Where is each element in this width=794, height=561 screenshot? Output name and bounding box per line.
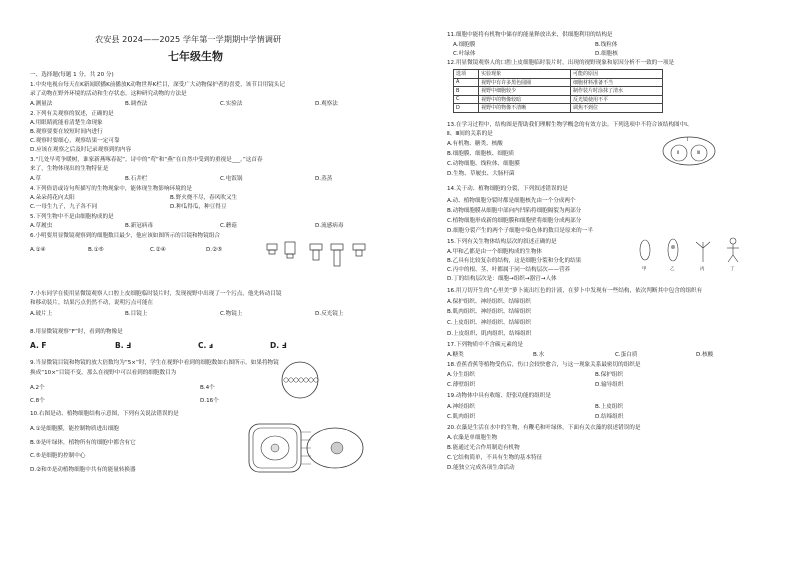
q11-text: 11.细胞中能将有机物中储存的能量释放出来，供细胞利用的结构是 <box>447 32 613 38</box>
q5-option-c: C.蘑菇 <box>220 223 237 229</box>
q14-text: 14.关于动、植物细胞的分裂，下列叙述错误的是 <box>447 186 568 192</box>
q14-option-a: A.动、植物细胞分裂时都是细胞核先由一个分成两个 <box>447 198 576 204</box>
q11-option-b: B.线粒体 <box>595 42 618 48</box>
q17-option-a: A.糖类 <box>447 352 464 358</box>
q15-text: 15.下列有关生物体结构层次的叙述正确的是 <box>447 239 557 245</box>
table-cell: 调焦不到位 <box>571 104 663 113</box>
q20-option-c: C.它结构简单，不具有生物的基本特征 <box>447 455 543 461</box>
q8-option-c: C. ⅎ <box>198 341 214 350</box>
lens-figure <box>265 240 390 275</box>
q11-option-a: A.细胞膜 <box>453 42 476 48</box>
concept-label-1: Ⅰ <box>687 138 689 143</box>
q13-option-b: B.细胞膜、细胞核、细胞质 <box>447 151 515 157</box>
q9-option-a: A.2个 <box>30 385 45 391</box>
q20-option-a: A.衣藻是单细胞生物 <box>447 435 498 441</box>
q6-option-a: A.①④ <box>30 247 46 253</box>
table-cell: 视野中的物像不清晰 <box>479 104 571 113</box>
q9-option-d: D.16个 <box>200 398 219 404</box>
q9-line2: 换成“10×”目镜不变，那么在视野中可以看到的细胞数目为 <box>30 370 177 376</box>
q11-option-c: C.叶绿体 <box>453 51 476 57</box>
table-row <box>454 78 663 87</box>
q5-text: 5.下列生物中不是由细胞构成的是 <box>30 214 114 220</box>
table-cell: 实验现象 <box>479 70 571 79</box>
q15-option-b: B.乙具有比较复杂的结构，这是细胞分裂和分化的结果 <box>447 258 582 264</box>
q16-option-a: A.保护组织、神经组织、结缔组织 <box>447 299 531 305</box>
q3-option-b: B.石井栏 <box>125 176 148 182</box>
organism-figures <box>633 234 753 272</box>
q20-option-b: B.能通过光合作用制造有机物 <box>447 445 520 451</box>
q2-text: 2.下列有关观察的叙述，正确的是 <box>30 111 114 117</box>
q7-option-c: C.物镜上 <box>220 311 243 317</box>
table-cell: 视野中的物像较暗 <box>479 95 571 104</box>
q19-option-b: B.上皮组织 <box>595 404 623 410</box>
q13-line2: Ⅱ、Ⅲ间的关系的是 <box>447 131 493 137</box>
q14-option-c: C.植物细胞形成新的细胞膜和细胞壁将细胞分成两部分 <box>447 218 582 224</box>
q1-option-c: C.实验法 <box>220 101 243 107</box>
q15-option-c: C.丙中的根、茎、叶都属于同一结构层次——营养 <box>447 267 571 273</box>
q2-option-c: C.观察时要细心，观察结果一定可靠 <box>30 138 120 144</box>
table-row <box>454 70 663 79</box>
exam-title: 农安县 2024——2025 学年第一学期期中学情调研 <box>95 34 282 44</box>
q10-option-c: C.⑤是细胞的控制中心 <box>30 453 86 459</box>
q8-text: 8.用显微镜观察“F”时，看到的物像是 <box>30 329 123 335</box>
organism-label-2: 乙 <box>670 267 675 272</box>
q1-line2: 录了动物在野外环境的活动和生存状态，这种研究动物的方法是 <box>30 91 187 97</box>
q5-option-b: B.新冠病毒 <box>125 223 153 229</box>
q9-option-b: B.4个 <box>200 385 215 391</box>
table-cell: C <box>454 95 479 104</box>
concept-label-3: Ⅲ <box>697 151 701 156</box>
q6-option-c: C.②④ <box>150 247 166 253</box>
table-cell: D <box>454 104 479 113</box>
q14-option-d: D.细胞分裂产生的两个子细胞中染色体的数目是原来的一半 <box>447 228 593 234</box>
q16-option-d: D.上皮组织、肌肉组织、结缔组织 <box>447 331 532 337</box>
q15-option-a: A.甲和乙都是由一个细胞构成的生物体 <box>447 249 543 255</box>
q3-option-c: C.电饭锅 <box>220 176 243 182</box>
q8-option-d: D. Ⅎ <box>270 341 287 350</box>
concept-diagram-figure <box>661 135 717 167</box>
organism-label-4: 丁 <box>730 267 735 272</box>
section-heading: 一、选择题(每题 1 分，共 20 分) <box>30 72 114 78</box>
q17-text: 17.下列物质中不含碳元素的是 <box>447 342 524 348</box>
q16-option-b: B.肌肉组织、神经组织、结缔组织 <box>447 309 531 315</box>
q11-option-d: D.细胞核 <box>595 51 618 57</box>
q6-text: 6.小明要用显微镜观察到的细胞数目最少，他应该如图所示的目镜和物镜组合 <box>30 233 220 239</box>
q7-option-b: B.目镜上 <box>125 311 148 317</box>
q7-line2: 和移动装片，结果污点仍然不动，说明污点可能在 <box>30 300 154 306</box>
q10-text: 10.右图是动、植物细胞结构示意图，下列有关说法错误的是 <box>30 411 179 417</box>
table-cell: 细胞材料准备不当 <box>571 78 663 87</box>
table-row <box>454 87 663 96</box>
table-row <box>454 95 663 104</box>
q12-table <box>453 69 663 113</box>
q20-text: 20.衣藻是生活在水中的生物，有鞭毛和叶绿体，下面有关衣藻的叙述错误的是 <box>447 425 641 431</box>
table-cell: 反光镜使用不平 <box>571 95 663 104</box>
q13-option-a: A.有机物、糖类、核酸 <box>447 141 503 147</box>
q3-option-a: A.草 <box>30 176 42 182</box>
q1-option-b: B.调查法 <box>125 101 148 107</box>
q6-option-b: B.①⑤ <box>88 247 104 253</box>
q13-option-d: D.生物、草履虫、大肠杆菌 <box>447 171 515 177</box>
table-row <box>454 104 663 113</box>
q17-option-c: C.蛋白质 <box>615 352 638 358</box>
q4-option-a: A.朵朵荷花向太阳 <box>30 195 75 201</box>
q9-option-c: C.8个 <box>30 398 45 404</box>
q12-text: 12.用显微镜观察人的口腔上皮细胞临时装片时，出现的视野现象和原因分析不一致的一项是 <box>447 60 675 66</box>
q5-option-a: A.草履虫 <box>30 223 53 229</box>
q18-option-c: C.薄壁组织 <box>447 382 476 388</box>
q14-option-b: B.动物细胞膜从细胞中部向内凹陷将细胞隔裂为两部分 <box>447 208 582 214</box>
q4-option-c: C.一母生九子，九子各不同 <box>30 204 98 210</box>
q7-option-a: A.玻片上 <box>30 311 53 317</box>
q17-option-b: B.水 <box>533 352 545 358</box>
q2-option-a: A.用眼睛就能看清楚生命现象 <box>30 120 103 126</box>
q13-option-c: C.动物细胞、线粒体、细胞膜 <box>447 161 520 167</box>
q10-option-d: D.②和⑦是动植物细胞中共有的能量转换器 <box>30 467 136 473</box>
q17-option-d: D.核酸 <box>696 352 714 358</box>
q7-line1: 7.小东同学在使用显微镜观察人口腔上皮细胞临时装片时，发现视野中出现了一个污点，他先转动目镜 <box>30 291 282 297</box>
exam-subtitle: 七年级生物 <box>168 50 223 63</box>
q4-option-b: B.野火烧不尽，春风吹又生 <box>170 195 238 201</box>
q7-option-d: D.反光镜上 <box>315 311 344 317</box>
q19-option-c: C.肌肉组织 <box>447 414 476 420</box>
q15-option-d: D.丁的结构层次是：细胞→组织→器官→人体 <box>447 276 557 282</box>
table-cell: 制作装片时涂抹了清水 <box>571 87 663 96</box>
cell-diagram-figure <box>245 418 380 478</box>
q5-option-d: D.流感病毒 <box>315 223 344 229</box>
q16-text: 16.用刀切开生的“心里美”萝卜流出红色的汁液，在萝卜中发现有一些结构，依次判断其中包含的组织有 <box>447 288 703 294</box>
q1-option-a: A.测量法 <box>30 101 53 107</box>
table-cell: A <box>454 78 479 87</box>
q8-option-a: A. F <box>30 341 47 350</box>
q9-line1: 9.当显微镜目镜和物镜的放大倍数均为“5×”时，学生在视野中看到的细胞数如右图所示。如果将物镜 <box>30 360 279 366</box>
q3-line2: 来了，生物体现出的生物特征是 <box>30 166 109 172</box>
q19-option-a: A.神经组织 <box>447 404 475 410</box>
q6-option-d: D.②⑤ <box>206 247 223 253</box>
q10-option-a: A.①是细胞膜，能控制物质进出细胞 <box>30 426 119 432</box>
q19-text: 19.动物体中具有收缩、舒张功能的组织是 <box>447 393 551 399</box>
organism-label-3: 丙 <box>700 267 705 272</box>
q18-option-d: D.输导组织 <box>595 382 624 388</box>
q13-line1: 13.在学习过程中，结构图是帮助我们理解生物学概念的有效方法。下列选项中不符合该结构图中Ⅰ、 <box>447 122 693 128</box>
q4-option-d: D.种瓜得瓜，种豆得豆 <box>170 204 227 210</box>
q16-option-c: C.上皮组织、神经组织、结缔组织 <box>447 320 531 326</box>
q8-option-b: B. Ⅎ <box>115 341 132 350</box>
table-cell: 选项 <box>454 70 479 79</box>
q1-line1: 1.中央电视台每天在K新闻联播K前播放K动物世界K栏目，深受广大动物保护者的喜爱，该节目用镜头记 <box>30 82 285 88</box>
table-cell: B <box>454 87 479 96</box>
q18-option-b: B.保护组织 <box>595 372 623 378</box>
q18-text: 18.香蕉香蕉等植物受伤后，伤口会较快愈合，与这一现象关系最密切的组织是 <box>447 362 641 368</box>
table-cell: 视野中有许多黑色圆圈 <box>479 78 571 87</box>
table-cell: 视野中细胞较少 <box>479 87 571 96</box>
q10-option-b: B.③是叶绿体，植物所有的细胞中都含有它 <box>30 440 136 446</box>
q4-text: 4.下列俗语或诗句所描写的生物现象中，能体现生物影响环境的是 <box>30 186 192 192</box>
q2-option-d: D.应该在观察之后及时记录观察到的内容 <box>30 147 132 153</box>
q19-option-d: D.结缔组织 <box>595 414 624 420</box>
q3-option-d: D.蒸蒸 <box>315 176 333 182</box>
q18-option-a: A.分生组织 <box>447 372 475 378</box>
concept-label-2: Ⅱ <box>677 151 680 156</box>
microscope-view-figure <box>270 360 330 400</box>
q1-option-d: D.观察法 <box>315 101 338 107</box>
q3-line1: 3.“几处早莺争暖树，谁家新燕啄春泥”。诗中的“莺”和“燕”在自然中受到的重视是___。”这首春 <box>30 157 263 163</box>
q20-option-d: D.能独立完成各项生命活动 <box>447 465 515 471</box>
q2-option-b: B.观察要要在较短时间内进行 <box>30 129 103 135</box>
organism-label-1: 甲 <box>642 267 647 272</box>
table-cell: 可能的原因 <box>571 70 663 79</box>
